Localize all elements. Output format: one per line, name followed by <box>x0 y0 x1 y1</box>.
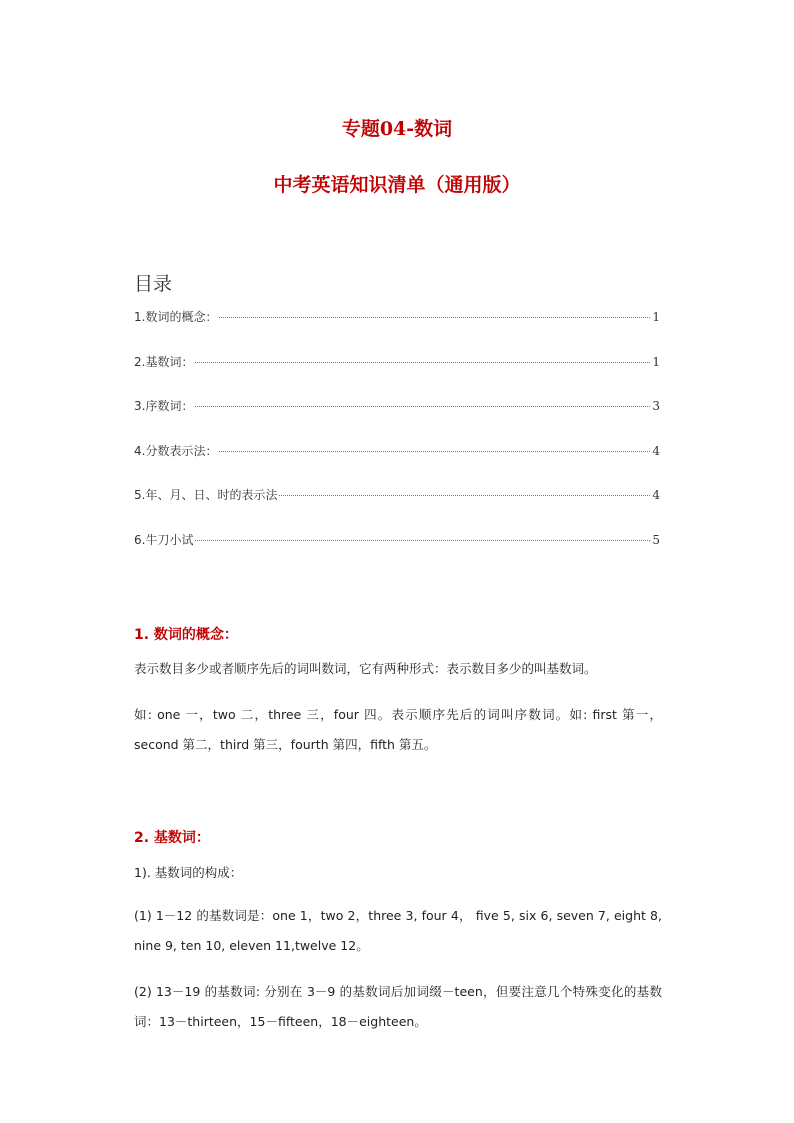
document-title: 专题04-数词 <box>341 118 453 140</box>
toc-item-label: 2.基数词： <box>134 354 194 369</box>
section-heading-numeral-concept: 1. 数词的概念： <box>134 627 238 643</box>
toc-item[interactable] <box>134 486 660 531</box>
toc-item-label: 3.序数词： <box>134 399 194 414</box>
toc-leader-dots <box>219 451 650 452</box>
toc-item-page: 1 <box>652 310 660 324</box>
toc-leader-dots <box>219 317 650 318</box>
toc-item-label: 6.牛刀小试 <box>134 532 194 547</box>
toc-item[interactable] <box>134 308 660 353</box>
toc-item-page: 1 <box>652 354 660 369</box>
toc-item-page: 4 <box>652 488 660 503</box>
toc-item[interactable] <box>134 353 660 398</box>
toc-leader-dots <box>195 540 650 541</box>
subheading: 1). 基数词的构成： <box>134 865 243 880</box>
toc-item[interactable] <box>134 531 660 576</box>
document-subtitle: 中考英语知识清单（通用版） <box>273 174 521 196</box>
toc-heading: 目录 <box>134 273 173 295</box>
toc-item[interactable] <box>134 442 660 487</box>
section-heading-cardinal-numbers: 2. 基数词： <box>134 830 210 846</box>
toc-item[interactable] <box>134 397 660 442</box>
paragraph: 表示数目多少或者顺序先后的词叫数词，它有两种形式：表示数目多少的叫基数词。 <box>134 661 597 676</box>
table-of-contents <box>134 308 660 576</box>
toc-leader-dots <box>195 362 650 363</box>
toc-item-label: 1.数词的概念： <box>134 310 218 324</box>
paragraph: (2) 13－19 的基数词: 分别在 3－9 的基数词后加词缀－teen，但要注意几个特殊变化的基数词：13－thirteen，15－fifteen，18－eighteen。 <box>134 984 662 1029</box>
toc-item-page: 3 <box>652 399 660 414</box>
toc-item-label: 4.分数表示法： <box>134 443 218 458</box>
toc-leader-dots <box>279 495 650 496</box>
paragraph: 如: one 一，two 二，three 三，four 四。表示顺序先后的词叫序数词。如: first 第一，second 第二，third 第三，fourth 第四，fifth 第五。 <box>134 707 662 752</box>
paragraph: (1) 1－12 的基数词是：one 1，two 2，three 3, four 4， five 5, six 6, seven 7, eight 8, nine 9, ten 10, eleven 11,twelve 12。 <box>134 908 662 953</box>
toc-leader-dots <box>195 406 650 407</box>
toc-item-page: 5 <box>652 532 660 547</box>
toc-item-page: 4 <box>652 443 660 458</box>
toc-item-label: 5.年、月、日、时的表示法 <box>134 488 278 503</box>
